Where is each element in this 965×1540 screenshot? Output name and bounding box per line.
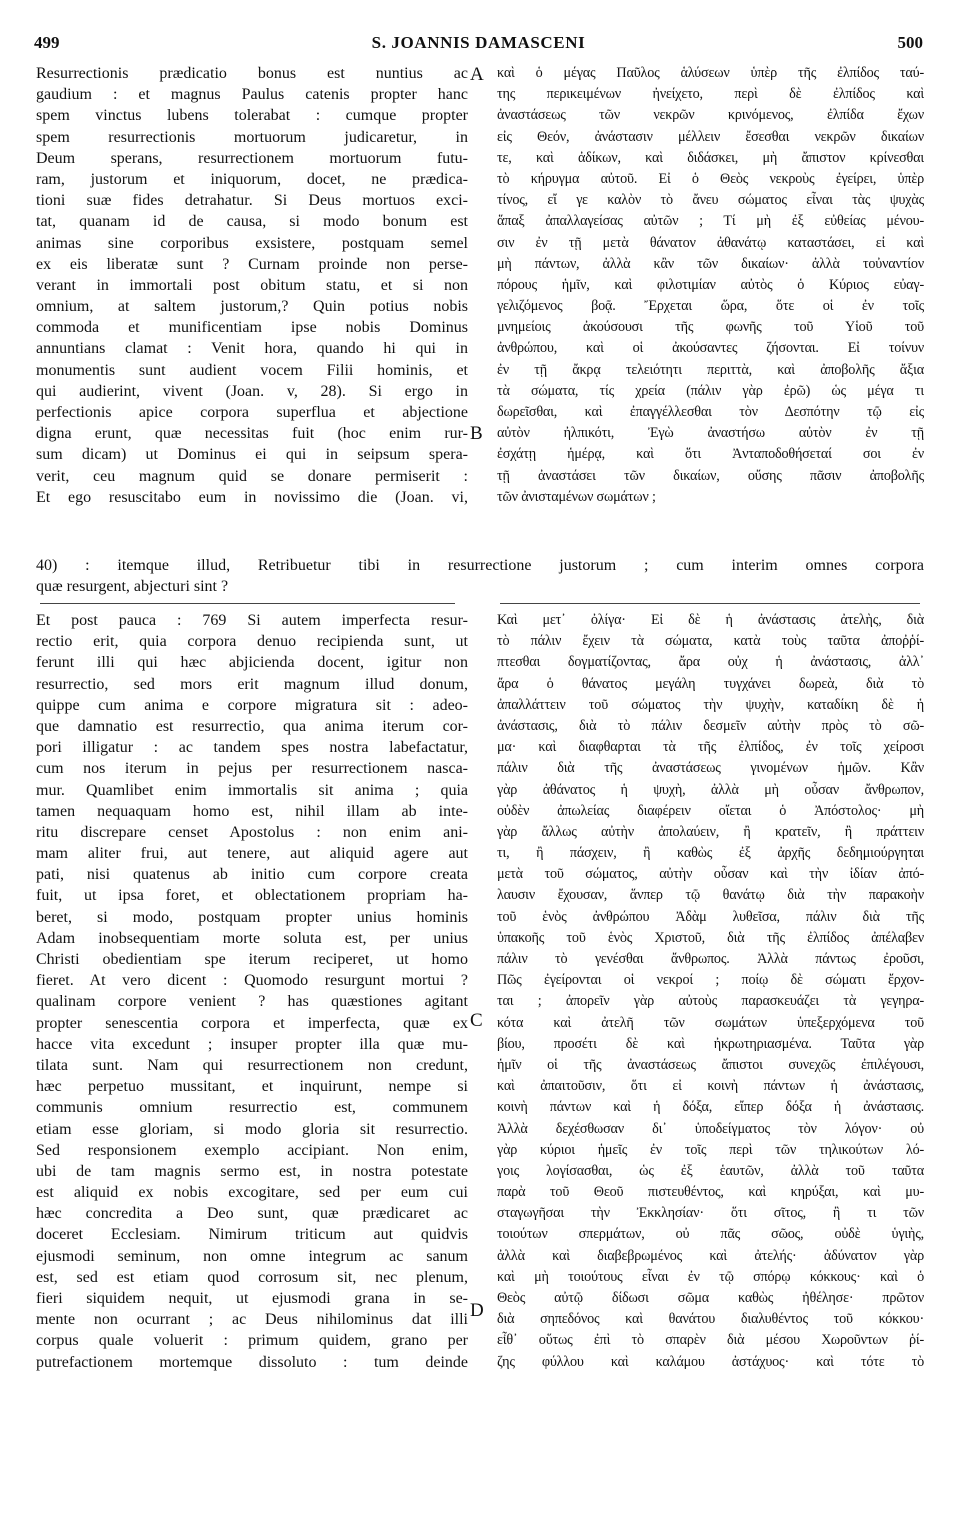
greek-column-section-1 xyxy=(497,63,924,508)
greek-text-line: σταγωγῆσαι τὴν Ἐκκλησίαν· ὅτι σῖτος, ἢ τι τῶν xyxy=(497,1205,924,1222)
latin-text-line: hæc perpetuo mussitant, et inquirunt, nempe si xyxy=(36,1078,468,1096)
full-width-text-line: 40) : itemque illud, Retribuetur tibi in resurrectione justorum ; cum interim omnes corpora xyxy=(36,557,924,574)
greek-text-line: ἡμῖν οἱ τῆς ἀναστάσεως ἄπιστοι συνεχῶς ἐπιλέγουσι, xyxy=(497,1056,924,1073)
greek-text-line: Θεὸς αὐτῷ δίδωσι σῶμα καθὼς ἠθέλησε· πρῶτον xyxy=(497,1290,924,1306)
greek-text-line: δωρεῖσθαι, καὶ ἐπαγγέλλεσθαι τὸν Δεσπότην τῷ εἰς xyxy=(497,404,924,420)
latin-text-line: pori illigatur : ac tandem spes nostra labefactatur, xyxy=(36,739,468,757)
latin-text-line: tioni suæ fides detrahatur. Si Deus mortuos exci- xyxy=(36,192,468,210)
greek-text-line: τι, ἢ πάσχειν, ἢ καθὼς ἐξ ἀρχῆς δεδημιούργηται xyxy=(497,845,924,862)
latin-text-line: omnium, at saltem justorum,? Quin potius nobis xyxy=(36,298,468,316)
greek-text-line: αὐτὸν ἠλπικότι, Ἐγὼ ἀναστήσω αὐτὸν ἐν τῇ xyxy=(497,425,924,442)
latin-text-line: beret, si modo, postquam propter unius hominis xyxy=(36,908,468,926)
latin-text-line: est aliquid ex nobis excogitare, sed per eum cui xyxy=(36,1184,468,1202)
latin-text-line: monumentis sunt audient vocem Filii hominis, et xyxy=(36,361,468,379)
greek-text-line: κοινὴ πάντων καὶ ἡ δόξα, εἴπερ δόξα ἡ ἀνάστασις. xyxy=(497,1099,924,1116)
latin-text-line: ram, justorum et iniquorum, docet, ne prædica- xyxy=(36,170,468,188)
greek-text-line: ἀπαλλάττειν τοῦ σώματος τὴν ψυχὴν, καταδίκη δὲ ἡ xyxy=(497,696,924,713)
greek-text-line: πτεσθαι δογματίζοντας, ἄρα οὐχ ἡ ἀνάστασις, ἀλλ᾽ xyxy=(497,654,924,671)
greek-text-line: εἰς Θεόν, ἀνάστασιν μέλλειν ἔσεσθαι νεκρῶν δικαίων xyxy=(497,128,924,145)
section-divider-right xyxy=(500,603,920,604)
greek-text-line: της περικειμένων ἠνείχετο, περὶ δὲ ἐλπίδος καὶ xyxy=(497,86,924,103)
latin-text-line: est, sed est etiam quod corrosum sit, nec plenum, xyxy=(36,1268,468,1286)
latin-text-line: doceret Ecclesiam. Nimirum triticum aut quidvis xyxy=(36,1226,468,1244)
latin-text-line: tilata sunt. Nam qui resurrectionem non credunt, xyxy=(36,1056,468,1074)
latin-text-line: quippe cum anima e corpore migratura sit : adeo- xyxy=(36,696,468,714)
greek-column-section-2 xyxy=(497,610,924,1373)
greek-text-line: καὶ ἀπαιτοῦσιν, ὅτι εἰ κοινὴ πάντων ἡ ἀνάστασις, xyxy=(497,1078,924,1095)
greek-text-line: πάλιν τὸ γενέσθαι ἄνθρωπος. Ἀλλὰ πάντως ἐροῦσι, xyxy=(497,951,924,967)
latin-text-line: cum nos iterum in pejus per resurrectionem nasca- xyxy=(36,760,468,778)
greek-text-line: γὰρ ἀθάνατος ἡ ψυχὴ, ἀλλὰ μὴ οὖσαν ἄνθρωπον, xyxy=(497,781,924,798)
greek-text-line: μὴ πάντων, ἀλλὰ κἂν τῶν δικαίων· ἀλλὰ τοὐναντίον xyxy=(497,255,924,272)
latin-text-line: fieret. At vero dicent : Quomodo resurgunt mortui ? xyxy=(36,972,468,990)
latin-text-line: tamen nequaquam homo est, nihil illam ab inte- xyxy=(36,802,468,820)
greek-text-line: γὰρ κύριοι ἡμεῖς ἐν τοῖς περὶ τῶν τηλικούτων λό- xyxy=(497,1141,924,1158)
latin-text-line: hacce vita excedunt ; insuper propter illa quæ mu- xyxy=(36,1035,468,1053)
latin-text-line: sum dicam) ut Dominus ei qui in seipsum spera- xyxy=(36,446,468,464)
latin-text-line: resurrectio, sed mors erit magnum illud donum, xyxy=(36,675,468,693)
latin-text-line: que damnatio est resurrectio, qua anima iterum cor- xyxy=(36,717,468,735)
latin-text-line: Deum sperans, resurrectionem mortuorum futu- xyxy=(36,149,468,167)
latin-text-line: gaudium : et magnus Paulus catenis propter hanc xyxy=(36,86,468,104)
greek-text-line: Ἀλλὰ δεχέσθωσαν δι᾽ ὑποδείγματος τὸν λόγον· οὐ xyxy=(497,1120,924,1137)
latin-text-line: perfectionis apice corpora superflua et abjectione xyxy=(36,404,468,421)
greek-text-line: παρὰ τοῦ Θεοῦ πιστευθέντος, καὶ κηρύξαι, καὶ μυ- xyxy=(497,1184,924,1201)
latin-text-line: animas sine corporibus exsistere, postquam semel xyxy=(36,234,468,252)
greek-text-line: τε, καὶ ἀδίκων, καὶ διδάσκει, μὴ ἄπιστον κρίνεσθαι xyxy=(497,149,924,166)
greek-text-line: πόρους ἡμῖν, καὶ φιλοτιμίαν αὐτὸς ὁ Κύριος εὐαγ- xyxy=(497,276,924,293)
full-width-text-line: quæ resurgent, abjecturi sint ? xyxy=(36,578,229,596)
latin-column-section-1 xyxy=(36,63,468,508)
greek-text-line: οὐδὲν ἀπωλείας διαφέρειν οἴεται ὁ Ἀπόστολος· μὴ xyxy=(497,802,924,819)
latin-text-line: ejusmodi seminum, non omne integrum ac sanum xyxy=(36,1247,468,1265)
latin-text-line: Et ego resuscitabo eum in novissimo die (Joan. vi, xyxy=(36,488,468,506)
latin-text-line: pati, nisi quatenus ab initio cum corpore creata xyxy=(36,866,468,884)
greek-text-line: λαυσιν ἔχουσαν, ἅνπερ τῷ θανάτῳ διὰ τὴν παρακοὴν xyxy=(497,887,924,904)
greek-text-line: διὰ σηπεδόνος καὶ θανάτου διαλυθέντος τοῦ κόκκου· xyxy=(497,1311,924,1328)
latin-text-line: corpus quale voluerit : primum quidem, grano per xyxy=(36,1332,468,1350)
latin-text-line: spem resurrectionis mortuorum judicaretur, in xyxy=(36,128,468,146)
section-divider-left xyxy=(40,603,455,604)
latin-text-line: annuntians clamat : Venit hora, quando hi qui in xyxy=(36,340,468,358)
latin-text-line: Sed responsionem exemplo accipiant. Non enim, xyxy=(36,1141,468,1159)
page-header xyxy=(34,33,923,57)
latin-text-line: qui audierint, vivent (Joan. v, 28). Si ergo in xyxy=(36,382,468,400)
latin-text-line: propter senescentia corpora et imperfecta, quæ ex xyxy=(36,1014,468,1032)
greek-text-line: τοιούτων σπερμάτων, οὐ πᾶς σῶος, οὐδὲ ὑγιὴς, xyxy=(497,1226,924,1243)
greek-text-line: τῇ ἀναστάσει τῶν δικαίων, οὔσης πᾶσιν ἀποβολῆς xyxy=(497,467,924,484)
latin-text-line: commoda et munificentiam ipse nobis Dominus xyxy=(36,319,468,337)
latin-text-line: Resurrectionis prædicatio bonus est nuntius ac xyxy=(36,65,468,82)
latin-text-line: etiam esse gloriam, si modo gloria sit resurrectio. xyxy=(36,1120,468,1138)
greek-text-line: τὸ κήρυγμα αὐτοῦ. Εἰ ὁ Θεὸς νεκροὺς ἐγείρει, ὑπὲρ xyxy=(497,170,924,187)
greek-text-line: βίου, προσέτι δὲ καὶ ἠκρωτηριασμένα. Ταῦτα γὰρ xyxy=(497,1035,924,1052)
greek-text-line: ἀνθρώπου, καὶ οἱ ἀκούσαντες ζήσονται. Εἰ τοίνυν xyxy=(497,340,924,357)
latin-column-section-2 xyxy=(36,610,468,1373)
greek-text-line: ἐν τῇ ἄκρᾳ τελειότητι περιττὰ, καὶ ἀποβολῆς ἄξια xyxy=(497,361,924,378)
greek-text-line: ζης φύλλου καὶ καλάμου ἀστάχυος· καὶ τότε τὸ xyxy=(497,1353,924,1370)
latin-text-line: ritu discrepare censet Apostolus : non enim ani- xyxy=(36,823,468,841)
greek-text-line: μα· καὶ διαφθαρται τὰ τῆς ἐλπίδος, ἐν τοῖς χείροσι xyxy=(497,739,924,756)
latin-text-line: fieri siquidem nequit, ut ejusmodi grana in se- xyxy=(36,1290,468,1307)
greek-text-line: Καὶ μετ᾽ ὀλίγα· Εἰ δὲ ἡ ἀνάστασις ἀτελὴς, διὰ xyxy=(497,612,924,628)
latin-text-line: Et post pauca : 769 Si autem imperfecta resur- xyxy=(36,612,468,629)
greek-text-line: εἶθ᾽ οὕτως ἐπὶ τὸ σπαρὲν διὰ μέσου Χωροῦντων ῥί- xyxy=(497,1332,924,1349)
page-number-left: 499 xyxy=(34,33,60,52)
margin-marker-d: D xyxy=(470,1300,484,1321)
greek-text-line: καὶ μὴ τοιούτους εἶναι ἐν τῷ σπόρῳ κόκκους· καὶ ὁ xyxy=(497,1268,924,1285)
latin-text-line: hæc concredita a Deo sunt, quæ prædicaret ac xyxy=(36,1205,468,1223)
page-number-right: 500 xyxy=(897,33,923,52)
greek-text-line: ται ; ἀπορεῖν γὰρ αὐτοὺς παρασκευάζει τὰ γεγηρα- xyxy=(497,993,924,1010)
latin-text-line: verant in immortali post obitum statu, et si non xyxy=(36,276,468,294)
greek-text-line: πάλιν διὰ τῆς ἀναστάσεως γινομένων ἡμῶν. Κἂν xyxy=(497,760,924,777)
greek-text-line: γελιζόμενος βοᾷ. Ἔρχεται ὥρα, ὅτε οἱ ἐν τοῖς xyxy=(497,298,924,315)
greek-text-line: μετὰ τοῦ σώματος, αὐτὴν οὖσαν καὶ τὴν ἰδίαν ἀπό- xyxy=(497,866,924,883)
latin-text-line: putrefactionem mortemque dissoluto : tum deinde xyxy=(36,1353,468,1371)
latin-text-line: mur. Quamlibet enim immortalis sit anima ; quia xyxy=(36,781,468,799)
latin-text-line: ubi de tam magnis sermo est, in nostra potestate xyxy=(36,1162,468,1180)
greek-text-line: ὑπακοῆς τοῦ ἑνὸς Χριστοῦ, διὰ τῆς ἐλπίδος ἀπέλαβεν xyxy=(497,929,924,946)
greek-text-line: γοις λογίσασθαι, ὡς ἐξ ἑαυτῶν, ἀλλὰ τοῦ ταῦτα xyxy=(497,1162,924,1179)
latin-text-line: Adam inobsequentiam morte soluta est, per unius xyxy=(36,929,468,947)
greek-text-line: ἅπαξ ἀπαλλαγείσας αὐτῶν ; Τί μὴ ἐξ εὐθείας μένου- xyxy=(497,213,924,230)
latin-text-line: fuit, ut ipsa foret, et oblectationem propriam ha- xyxy=(36,887,468,905)
latin-text-line: qualinam corpore venient ? has quæstiones agitant xyxy=(36,993,468,1011)
latin-text-line: ex eis liberatæ sunt ? Curnam proinde non perse- xyxy=(36,255,468,273)
margin-marker-c: C xyxy=(470,1010,483,1031)
greek-text-line: ἀλλὰ καὶ διαβεβρωμένος καὶ ἀτελής· ἀδύνατον γὰρ xyxy=(497,1247,924,1264)
latin-text-line: ferunt illi qui hæc abjicienda docent, igitur non xyxy=(36,654,468,672)
greek-text-line: ἄρα ὁ θάνατος μεγάλη τυγχάνει δωρεὰ, διὰ τὸ xyxy=(497,675,924,692)
margin-marker-a: A xyxy=(470,64,484,85)
latin-text-line: communis omnium resurrectio est, communem xyxy=(36,1099,468,1117)
full-width-lines xyxy=(36,555,924,597)
greek-text-line: Πῶς ἐγείρονται οἱ νεκροί ; ποίῳ δὲ σώματι ἔρχον- xyxy=(497,972,924,989)
greek-text-line: ἐσχάτῃ ἡμέρᾳ, καὶ ὅτι Ἀνταποδοθήσεταί σοι ἐν xyxy=(497,446,924,463)
latin-text-line: mente non ocurrant ; ac Deus nihilominus dat illi xyxy=(36,1311,468,1329)
greek-text-line: μνημείοις ἀκούσουσι τῆς φωνῆς τοῦ Υἱοῦ τοῦ xyxy=(497,319,924,336)
greek-text-line: τὸ πάλιν ἔχειν τὰ σώματα, κατὰ τοὺς ταῦτα ἀποῤῥί- xyxy=(497,633,924,650)
greek-text-line: καὶ ὁ μέγας Παῦλος ἁλύσεων ὑπὲρ τῆς ἐλπίδος ταύ- xyxy=(497,65,924,81)
greek-text-line: τίνος, εἴ γε καλὸν τὸ ἄνευ σώματος εἶναι τὰς ψυχὰς xyxy=(497,192,924,209)
greek-text-line: σιν ἐν τῇ μετὰ θάνατον ἀθανάτῳ καταστάσει, εἰ καὶ xyxy=(497,234,924,251)
margin-marker-b: B xyxy=(470,423,483,444)
greek-text-line: γὰρ ἄλλως αὐτὴν ἀπολαύειν, ἢ κρατεῖν, ἢ πράττειν xyxy=(497,823,924,840)
running-title: S. JOANNIS DAMASCENI xyxy=(371,33,586,52)
latin-text-line: mam aliter frui, aut tenere, aut aliquid agere aut xyxy=(36,845,468,863)
latin-text-line: verit, ceu magnum quid se donare permiserit : xyxy=(36,467,468,485)
latin-text-line: rectio erit, quia corpora denuo recipienda sunt, ut xyxy=(36,633,468,651)
greek-text-line: τῶν ἀνισταμένων σωμάτων ; xyxy=(497,488,656,505)
latin-text-line: Christi obedientiam spe iterum reciperet, ut homo xyxy=(36,951,468,968)
latin-text-line: spem vinctus lubens tolerabat : cumque propter xyxy=(36,107,468,125)
greek-text-line: ἀναστάσεως τῶν νεκρῶν κρινόμενος, ἐλπίδα ἔχων xyxy=(497,107,924,124)
latin-text-line: tat, quanam id de causa, si modo bonum est xyxy=(36,213,468,231)
latin-text-line: digna erunt, quæ necessitas fuit (hoc enim rur- xyxy=(36,425,468,443)
greek-text-line: κότα καὶ ἀτελῆ τῶν σωμάτων ὑπεξερχόμενα τοῦ xyxy=(497,1014,924,1031)
greek-text-line: τοῦ ἑνὸς ἀνθρώπου Ἀδὰμ λυθεῖσα, πάλιν διὰ τῆς xyxy=(497,908,924,925)
greek-text-line: ἀνάστασις, διὰ τὸ πάλιν δεσμεῖν αὐτὴν πρὸς τὸ σῶ- xyxy=(497,717,924,734)
greek-text-line: τὰ σώματα, τίς χρεία (πάλιν γὰρ ἐρῶ) ὡς μέγα τι xyxy=(497,382,924,399)
